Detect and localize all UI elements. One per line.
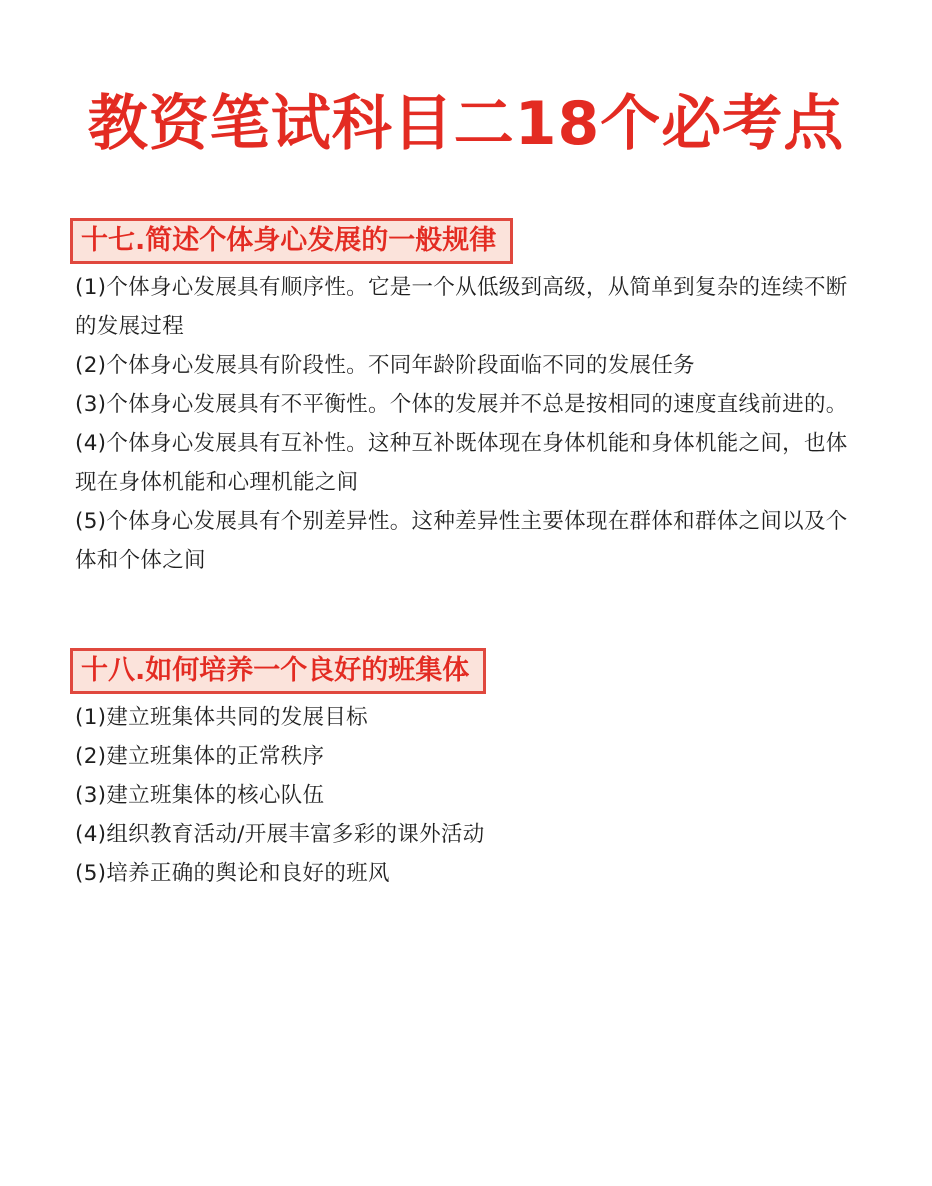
item-list	[70, 698, 850, 893]
list-item: (1)个体身心发展具有顺序性。它是一个从低级到高级，从简单到复杂的连续不断的发展过程	[75, 275, 848, 339]
list-item: (3)建立班集体的核心队伍	[75, 783, 325, 808]
list-item: (4)组织教育活动/开展丰富多彩的课外活动	[75, 822, 485, 847]
section-development-laws	[70, 218, 850, 580]
list-item: (1)建立班集体共同的发展目标	[75, 705, 368, 730]
item-list	[70, 268, 850, 580]
list-item: (5)培养正确的舆论和良好的班风	[75, 861, 390, 886]
list-item: (3)个体身心发展具有不平衡性。个体的发展并不总是按相同的速度直线前进的。	[75, 392, 848, 417]
list-item: (4)个体身心发展具有互补性。这种互补既体现在身体机能和身体机能之间，也体现在身体机能和心理机能之间	[75, 431, 848, 495]
page-title: 教资笔试科目二18个必考点	[87, 89, 845, 160]
section-heading: 十七.简述个体身心发展的一般规律	[70, 218, 513, 264]
list-item: (2)建立班集体的正常秩序	[75, 744, 325, 769]
section-heading: 十八.如何培养一个良好的班集体	[70, 648, 486, 694]
section-class-collective	[70, 648, 850, 893]
list-item: (2)个体身心发展具有阶段性。不同年龄阶段面临不同的发展任务	[75, 353, 695, 378]
list-item: (5)个体身心发展具有个别差异性。这种差异性主要体现在群体和群体之间以及个体和个体之间	[75, 509, 848, 573]
